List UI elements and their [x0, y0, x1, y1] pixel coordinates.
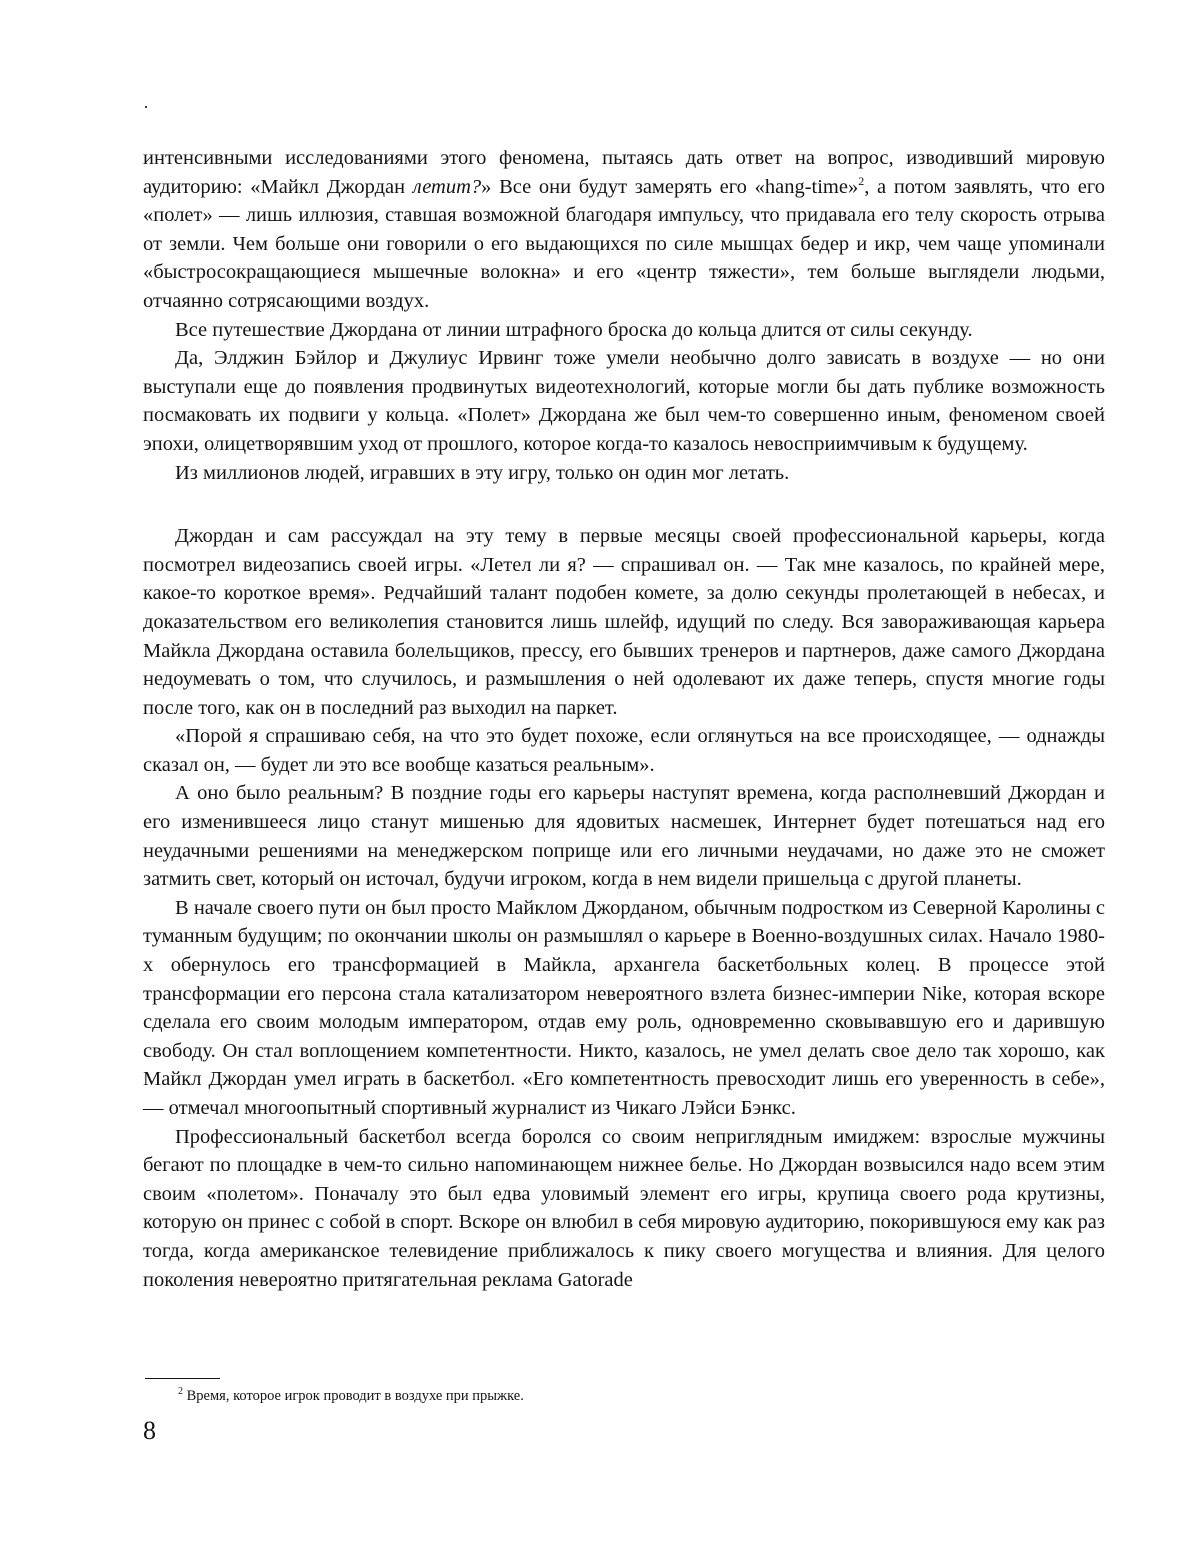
paragraph-1-middle: » Все они будут замерять его «hang-time» [481, 175, 859, 198]
body-text [143, 144, 1105, 1294]
footnote-text: Время, которое игрок проводит в воздухе при прыжке. [183, 1388, 524, 1404]
paragraph-2: Все путешествие Джордана от линии штрафного броска до кольца длится от силы секунду. [175, 318, 973, 341]
paragraph-1-after: , а потом заявлять, что его «полет» — лишь иллюзия, ставшая возможной благодаря импульсу, что придавала его телу скорость отрыва от земли. Чем больше они говорили о его выдающихся по силе мышцах бедер и икр, чем чаще упоминали «быстросокращающиеся мышечные волокна» и его «центр тяжести», тем больше выглядели людьми, отчаянно сотрясающими воздух. [143, 175, 1105, 312]
paragraph-1-before-em: интенсивными исследованиями этого феномена, пытаясь дать ответ на вопрос, изводивший мировую аудиторию: «Майкл Джордан [143, 147, 1105, 198]
paragraph-1-em: летит? [412, 175, 482, 198]
top-mark: · [143, 97, 149, 117]
page-number: 8 [143, 1416, 156, 1445]
paragraph-4: Из миллионов людей, игравших в эту игру, только он один мог летать. [175, 461, 790, 484]
footnote-reference[interactable]: 2 [858, 173, 865, 188]
paragraph-8: В начале своего пути он был просто Майклом Джорданом, обычным подростком из Северной Каролины с туманным будущим; по окончании школы он размышлял о карьере в Военно-воздушных силах. Начало 1980-х обернулось его трансформацией в Майкла, архангела баскетбольных колец. В процессе этой трансформации его персона стала катализатором невероятного взлета бизнес-империи Nike, которая вскоре сделала его своим молодым императором, отдав ему роль, одновременно сковывавшую его и дарившую свободу. Он стал воплощением компетентности. Никто, казалось, не умел делать свое дело так хорошо, как Майкл Джордан умел играть в баскетбол. «Его компетентность превосходит лишь его уверенность в себе», — отмечал многоопытный спортивный журналист из Чикаго Лэйси Бэнкс. [143, 896, 1105, 1119]
footnote [178, 1386, 524, 1406]
footnote-divider [145, 1378, 220, 1379]
paragraph-1 [143, 144, 1105, 316]
paragraph-5: Джордан и сам рассуждал на эту тему в первые месяцы своей профессиональной карьеры, когда посмотрел видеозапись своей игры. «Летел ли я? — спрашивал он. — Так мне казалось, по крайней мере, какое-то короткое время». Редчайший талант подобен комете, за долю секунды пролетающей в небесах, и доказательством его великолепия становится лишь шлейф, идущий по следу. Вся завораживающая карьера Майкла Джордана оставила болельщиков, прессу, его бывших тренеров и партнеров, даже самого Джордана недоумевать о том, что случилось, и размышления о ней одолевают их даже теперь, спустя многие годы после того, как он в последний раз выходил на паркет. [143, 525, 1105, 719]
footnote-marker: 2 [178, 1386, 183, 1398]
paragraph-7: А оно было реальным? В поздние годы его карьеры наступят времена, когда располневший Джордан и его изменившееся лицо станут мишенью для ядовитых насмешек, Интернет будет потешаться над его неудачными решениями на менеджерском поприще или его личными неудачами, но даже это не сможет затмить свет, который он источал, будучи игроком, когда в нем видели пришельца с другой планеты. [143, 782, 1105, 891]
section-break [143, 487, 1105, 522]
paragraph-3: Да, Элджин Бэйлор и Джулиус Ирвинг тоже умели необычно долго зависать в воздухе — но они выступали еще до появления продвинутых видеотехнологий, которые могли бы дать публике возможность посмаковать их подвиги у кольца. «Полет» Джордана же был чем-то совершенно иным, феноменом своей эпохи, олицетворявшим уход от прошлого, которое когда-то казалось невосприимчивым к будущему. [143, 347, 1105, 455]
paragraph-9: Профессиональный баскетбол всегда боролся со своим неприглядным имиджем: взрослые мужчины бегают по площадке в чем-то сильно напоминающем нижнее белье. Но Джордан возвысился надо всем этим своим «полетом». Поначалу это был едва уловимый элемент его игры, крупица своего рода крутизны, которую он принес с собой в спорт. Вскоре он влюбил в себя мировую аудиторию, покорившуюся ему как раз тогда, когда американское телевидение приближалось к пику своего могущества и влияния. Для целого поколения невероятно притягательная реклама Gatorade [143, 1125, 1105, 1291]
paragraph-6: «Порой я спрашиваю себя, на что это будет похоже, если оглянуться на все происходящее, — однажды сказал он, — будет ли это все вообще казаться реальным». [143, 725, 1105, 776]
